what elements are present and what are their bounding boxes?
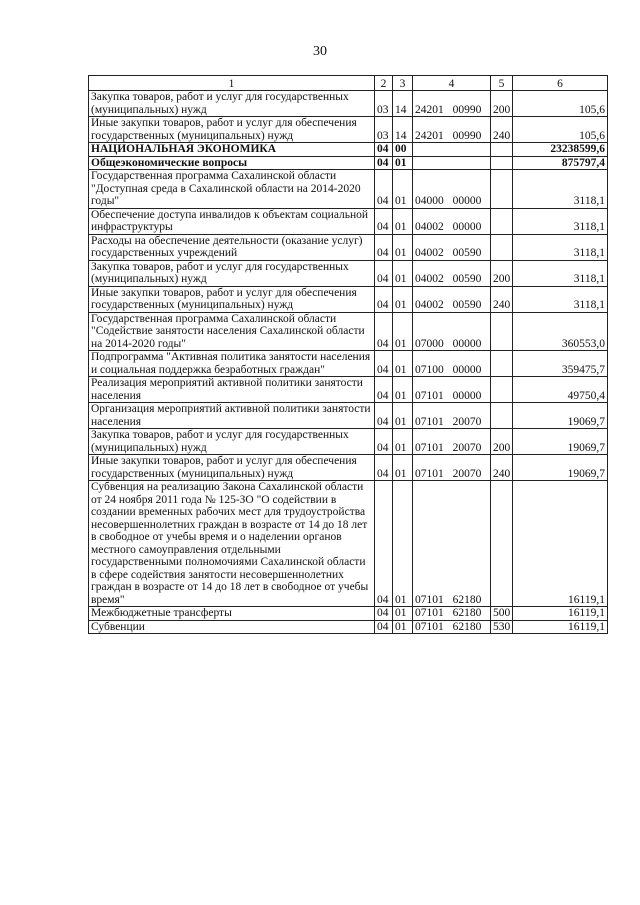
cell-subsection: 00 [393, 143, 413, 157]
cell-subsection: 01 [393, 455, 413, 481]
cell-subsection: 01 [393, 234, 413, 260]
cell-subsection: 01 [393, 208, 413, 234]
cell-section: 04 [375, 429, 393, 455]
cell-amount: 19069,7 [513, 455, 608, 481]
cell-expense-type: 240 [491, 117, 513, 143]
cell-amount: 23238599,6 [513, 143, 608, 157]
cell-name: Межбюджетные трансферты [89, 607, 375, 621]
cell-amount: 3118,1 [513, 170, 608, 209]
cell-expense-type: 200 [491, 260, 513, 286]
cell-name: Закупка товаров, работ и услуг для государственных (муниципальных) нужд [89, 260, 375, 286]
cell-section: 04 [375, 455, 393, 481]
cell-name: Иные закупки товаров, работ и услуг для обеспечения государственных (муниципальных) нужд [89, 455, 375, 481]
cell-subsection: 01 [393, 403, 413, 429]
cell-subsection: 01 [393, 156, 413, 170]
cell-amount: 3118,1 [513, 234, 608, 260]
cell-name: Субвенция на реализацию Закона Сахалинской области от 24 ноября 2011 года № 125-ЗО "О содействии в создании временных рабочих мест для трудоустройства несовершеннолетних граждан в возрасте от 14 до 18 лет в свободное от учебы время и о наделении органов местного самоуправления отдельными государственными полномочиями Сахалинской области в сфере содействия занятости несовершеннолетних граждан в возрасте от 14 до 18 лет в свободное от учебы время" [89, 481, 375, 607]
table-row [89, 403, 608, 429]
cell-section: 04 [375, 143, 393, 157]
cell-name: Государственная программа Сахалинской области "Доступная среда в Сахалинской области на 2014-2020 годы" [89, 170, 375, 209]
cell-amount: 16119,1 [513, 607, 608, 621]
cell-target-article [413, 143, 491, 157]
cell-subsection: 01 [393, 170, 413, 209]
budget-table [88, 75, 608, 634]
cell-name: Подпрограмма "Активная политика занятости населения и социальная поддержка безработных граждан" [89, 351, 375, 377]
cell-subsection: 14 [393, 91, 413, 117]
cell-name: Общеэкономические вопросы [89, 156, 375, 170]
cell-expense-type [491, 481, 513, 607]
cell-expense-type: 240 [491, 286, 513, 312]
cell-amount: 3118,1 [513, 260, 608, 286]
cell-amount: 19069,7 [513, 429, 608, 455]
cell-expense-type [491, 143, 513, 157]
cell-name: Закупка товаров, работ и услуг для государственных (муниципальных) нужд [89, 429, 375, 455]
table-row [89, 351, 608, 377]
cell-expense-type [491, 351, 513, 377]
cell-subsection: 14 [393, 117, 413, 143]
cell-target-article: 07101 62180 [413, 481, 491, 607]
cell-expense-type: 200 [491, 429, 513, 455]
cell-section: 04 [375, 403, 393, 429]
cell-subsection: 01 [393, 286, 413, 312]
cell-amount: 19069,7 [513, 403, 608, 429]
table-row [89, 143, 608, 157]
cell-section: 04 [375, 607, 393, 621]
cell-target-article: 04002 00590 [413, 234, 491, 260]
cell-name: Субвенции [89, 620, 375, 634]
cell-section: 04 [375, 377, 393, 403]
cell-section: 04 [375, 351, 393, 377]
cell-subsection: 01 [393, 260, 413, 286]
table-row [89, 377, 608, 403]
cell-name: Государственная программа Сахалинской области "Содействие занятости населения Сахалинской области на 2014-2020 годы" [89, 312, 375, 351]
table-row [89, 481, 608, 607]
cell-name: Реализация мероприятий активной политики занятости населения [89, 377, 375, 403]
table-row [89, 156, 608, 170]
cell-expense-type [491, 170, 513, 209]
col-header-5: 5 [491, 76, 513, 91]
table-row [89, 620, 608, 634]
header-row [89, 76, 608, 91]
cell-target-article: 07101 20070 [413, 429, 491, 455]
col-header-3: 3 [393, 76, 413, 91]
table-row [89, 260, 608, 286]
cell-section: 04 [375, 156, 393, 170]
cell-subsection: 01 [393, 607, 413, 621]
cell-target-article: 24201 00990 [413, 91, 491, 117]
cell-expense-type: 530 [491, 620, 513, 634]
cell-target-article: 04002 00590 [413, 260, 491, 286]
cell-expense-type: 240 [491, 455, 513, 481]
cell-expense-type [491, 403, 513, 429]
table-row [89, 312, 608, 351]
col-header-1: 1 [89, 76, 375, 91]
cell-subsection: 01 [393, 377, 413, 403]
cell-section: 04 [375, 234, 393, 260]
cell-section: 04 [375, 208, 393, 234]
col-header-6: 6 [513, 76, 608, 91]
table-row [89, 286, 608, 312]
cell-expense-type: 500 [491, 607, 513, 621]
table-row [89, 234, 608, 260]
cell-name: Организация мероприятий активной политики занятости населения [89, 403, 375, 429]
cell-expense-type [491, 377, 513, 403]
cell-amount: 105,6 [513, 117, 608, 143]
cell-section: 04 [375, 260, 393, 286]
cell-target-article: 07101 20070 [413, 455, 491, 481]
cell-name: Обеспечение доступа инвалидов к объектам социальной инфраструктуры [89, 208, 375, 234]
table-row [89, 208, 608, 234]
col-header-4: 4 [413, 76, 491, 91]
cell-target-article: 24201 00990 [413, 117, 491, 143]
cell-target-article: 07101 62180 [413, 607, 491, 621]
cell-expense-type [491, 156, 513, 170]
table-row [89, 455, 608, 481]
cell-section: 04 [375, 286, 393, 312]
table-row [89, 170, 608, 209]
cell-subsection: 01 [393, 312, 413, 351]
table-row [89, 91, 608, 117]
cell-amount: 360553,0 [513, 312, 608, 351]
cell-target-article: 07100 00000 [413, 351, 491, 377]
cell-section: 04 [375, 312, 393, 351]
table-row [89, 607, 608, 621]
cell-target-article: 04000 00000 [413, 170, 491, 209]
cell-section: 04 [375, 620, 393, 634]
cell-target-article: 07101 62180 [413, 620, 491, 634]
cell-subsection: 01 [393, 429, 413, 455]
cell-name: Закупка товаров, работ и услуг для государственных (муниципальных) нужд [89, 91, 375, 117]
cell-amount: 359475,7 [513, 351, 608, 377]
cell-subsection: 01 [393, 481, 413, 607]
cell-section: 04 [375, 481, 393, 607]
cell-target-article [413, 156, 491, 170]
cell-name: Иные закупки товаров, работ и услуг для обеспечения государственных (муниципальных) нужд [89, 286, 375, 312]
cell-subsection: 01 [393, 620, 413, 634]
cell-amount: 49750,4 [513, 377, 608, 403]
cell-section: 03 [375, 117, 393, 143]
cell-name: НАЦИОНАЛЬНАЯ ЭКОНОМИКА [89, 143, 375, 157]
cell-amount: 3118,1 [513, 208, 608, 234]
table-row [89, 429, 608, 455]
cell-section: 04 [375, 170, 393, 209]
cell-amount: 105,6 [513, 91, 608, 117]
cell-subsection: 01 [393, 351, 413, 377]
cell-name: Расходы на обеспечение деятельности (оказание услуг) государственных учреждений [89, 234, 375, 260]
cell-target-article: 07000 00000 [413, 312, 491, 351]
col-header-2: 2 [375, 76, 393, 91]
cell-amount: 3118,1 [513, 286, 608, 312]
cell-expense-type: 200 [491, 91, 513, 117]
cell-target-article: 04002 00590 [413, 286, 491, 312]
page-number: 30 [313, 44, 327, 59]
cell-amount: 16119,1 [513, 481, 608, 607]
cell-expense-type [491, 312, 513, 351]
table-row [89, 117, 608, 143]
cell-amount: 875797,4 [513, 156, 608, 170]
table-body [89, 91, 608, 634]
cell-expense-type [491, 208, 513, 234]
cell-amount: 16119,1 [513, 620, 608, 634]
cell-target-article: 04002 00000 [413, 208, 491, 234]
cell-section: 03 [375, 91, 393, 117]
cell-expense-type [491, 234, 513, 260]
cell-target-article: 07101 20070 [413, 403, 491, 429]
cell-name: Иные закупки товаров, работ и услуг для обеспечения государственных (муниципальных) нужд [89, 117, 375, 143]
cell-target-article: 07101 00000 [413, 377, 491, 403]
